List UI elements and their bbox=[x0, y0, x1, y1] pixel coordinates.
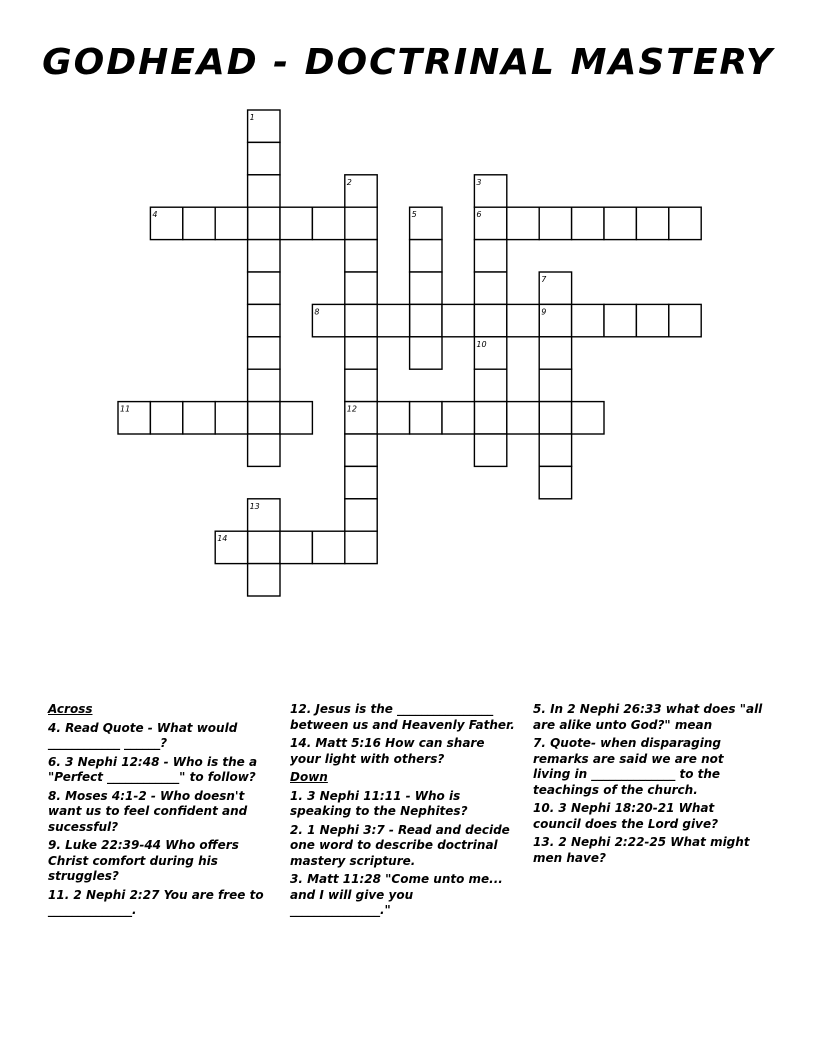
clue-number: 14 bbox=[217, 534, 228, 544]
clue-number: 5 bbox=[411, 210, 417, 220]
puzzle-title: GODHEAD - DOCTRINAL MASTERY bbox=[42, 42, 774, 83]
grid-cell[interactable] bbox=[312, 207, 344, 239]
clue-item: 8. Moses 4:1-2 - Who doesn't want us to feel confident and sucessful? bbox=[48, 788, 248, 834]
grid-cell[interactable] bbox=[183, 207, 215, 239]
grid-cell[interactable] bbox=[345, 434, 377, 466]
grid-cell[interactable] bbox=[410, 272, 442, 304]
clue-number: 9 bbox=[541, 307, 547, 317]
grid-cell[interactable] bbox=[377, 304, 409, 336]
grid-cell[interactable] bbox=[474, 369, 506, 401]
grid-cell[interactable] bbox=[248, 531, 280, 563]
clue-item: 5. In 2 Nephi 26:33 what does "all are alike unto God?" mean bbox=[533, 702, 763, 732]
grid-cell[interactable] bbox=[539, 369, 571, 401]
clue-number: 11 bbox=[120, 404, 131, 414]
clue-item: 7. Quote- when disparaging remarks are said we are not living in ______________ to the teachings of the church. bbox=[533, 736, 724, 797]
clue-item: 6. 3 Nephi 12:48 - Who is the a "Perfect ____________" to follow? bbox=[48, 754, 258, 784]
grid-cell[interactable] bbox=[215, 402, 247, 434]
grid-cell[interactable] bbox=[604, 304, 636, 336]
grid-cell[interactable] bbox=[377, 402, 409, 434]
clue-section-heading: Across bbox=[48, 702, 93, 716]
grid-cell[interactable] bbox=[345, 466, 377, 498]
grid-cell[interactable] bbox=[345, 337, 377, 369]
grid-cell[interactable] bbox=[248, 175, 280, 207]
clue-item: 4. Read Quote - What would ____________ ______? bbox=[48, 720, 238, 750]
grid-cell[interactable] bbox=[572, 402, 604, 434]
clue-number: 3 bbox=[476, 177, 482, 187]
clues-column-1 bbox=[48, 702, 278, 922]
clue-item: 14. Matt 5:16 How can share your light with others? bbox=[290, 736, 485, 766]
grid-cell[interactable] bbox=[507, 207, 539, 239]
grid-cell[interactable] bbox=[572, 304, 604, 336]
clues-column-2 bbox=[290, 702, 515, 922]
clue-number: 1 bbox=[249, 113, 255, 122]
grid-cell[interactable] bbox=[345, 272, 377, 304]
grid-cell[interactable] bbox=[345, 499, 377, 531]
grid-cell[interactable] bbox=[539, 207, 571, 239]
clues-column-3 bbox=[533, 702, 765, 869]
grid-cell[interactable] bbox=[474, 434, 506, 466]
clue-item: 1. 3 Nephi 11:11 - Who is speaking to the Nephites? bbox=[290, 788, 468, 818]
grid-cell[interactable] bbox=[410, 240, 442, 272]
grid-cell[interactable] bbox=[215, 207, 247, 239]
clue-number: 7 bbox=[541, 275, 547, 284]
grid-cell[interactable] bbox=[248, 240, 280, 272]
grid-cell[interactable] bbox=[669, 207, 701, 239]
grid-cell[interactable] bbox=[539, 402, 571, 434]
grid-cell[interactable] bbox=[474, 402, 506, 434]
clue-number: 13 bbox=[249, 501, 260, 511]
grid-cell[interactable] bbox=[345, 531, 377, 563]
grid-cell[interactable] bbox=[280, 402, 312, 434]
clue-item: 13. 2 Nephi 2:22-25 What might men have? bbox=[533, 835, 750, 865]
grid-cell[interactable] bbox=[474, 240, 506, 272]
clue-section-heading: Down bbox=[290, 770, 328, 784]
clue-number: 4 bbox=[152, 210, 158, 220]
grid-cell[interactable] bbox=[636, 304, 668, 336]
grid-cell[interactable] bbox=[636, 207, 668, 239]
grid-cell[interactable] bbox=[312, 531, 344, 563]
clue-item: 3. Matt 11:28 "Come unto me... and I will give you _______________." bbox=[290, 872, 503, 917]
grid-cell[interactable] bbox=[248, 337, 280, 369]
grid-cell[interactable] bbox=[248, 564, 280, 596]
grid-cell[interactable] bbox=[280, 531, 312, 563]
clue-number: 6 bbox=[476, 210, 482, 220]
clue-item: 10. 3 Nephi 18:20-21 What council does the Lord give? bbox=[533, 801, 719, 831]
grid-cell[interactable] bbox=[410, 402, 442, 434]
clue-item: 12. Jesus is the ________________ between us and Heavenly Father. bbox=[290, 702, 515, 732]
grid-cell[interactable] bbox=[248, 369, 280, 401]
grid-cell[interactable] bbox=[248, 272, 280, 304]
grid-cell[interactable] bbox=[539, 434, 571, 466]
grid-cell[interactable] bbox=[248, 207, 280, 239]
grid-cell[interactable] bbox=[150, 402, 182, 434]
grid-cell[interactable] bbox=[183, 402, 215, 434]
grid-cell[interactable] bbox=[539, 337, 571, 369]
grid-cell[interactable] bbox=[669, 304, 701, 336]
grid-cell[interactable] bbox=[345, 369, 377, 401]
clue-number: 12 bbox=[346, 404, 357, 414]
grid-cell[interactable] bbox=[442, 402, 474, 434]
grid-cell[interactable] bbox=[604, 207, 636, 239]
grid-cell[interactable] bbox=[410, 337, 442, 369]
grid-cell[interactable] bbox=[345, 207, 377, 239]
grid-cell[interactable] bbox=[248, 402, 280, 434]
clue-item: 9. Luke 22:39-44 Who offers Christ comfort during his struggles? bbox=[48, 838, 239, 883]
clue-item: 2. 1 Nephi 3:7 - Read and decide one word to describe doctrinal mastery scripture. bbox=[290, 822, 510, 868]
clue-number: 10 bbox=[476, 339, 487, 349]
clue-number: 8 bbox=[314, 307, 320, 317]
grid-cell[interactable] bbox=[572, 207, 604, 239]
grid-cell[interactable] bbox=[248, 304, 280, 336]
grid-cell[interactable] bbox=[474, 272, 506, 304]
clue-number: 2 bbox=[346, 177, 352, 187]
grid-cell[interactable] bbox=[410, 304, 442, 336]
grid-cell[interactable] bbox=[248, 434, 280, 466]
grid-cell[interactable] bbox=[345, 240, 377, 272]
clue-item: 11. 2 Nephi 2:27 You are free to ______________. bbox=[48, 887, 264, 917]
grid-cell[interactable] bbox=[539, 466, 571, 498]
grid-cell[interactable] bbox=[507, 304, 539, 336]
grid-cell[interactable] bbox=[474, 304, 506, 336]
grid-cell[interactable] bbox=[442, 304, 474, 336]
grid-cell[interactable] bbox=[345, 304, 377, 336]
grid-cell[interactable] bbox=[507, 402, 539, 434]
grid-cell[interactable] bbox=[248, 142, 280, 174]
grid-cell[interactable] bbox=[280, 207, 312, 239]
